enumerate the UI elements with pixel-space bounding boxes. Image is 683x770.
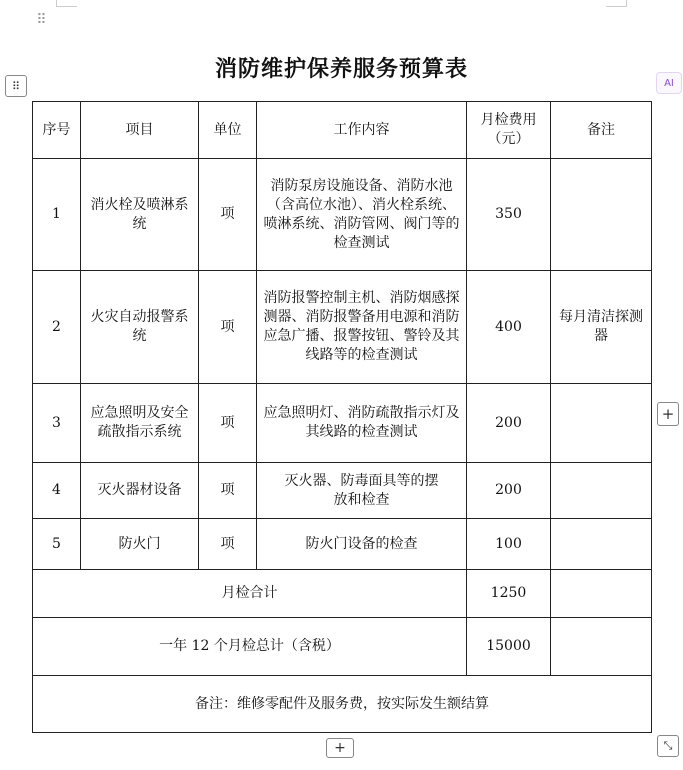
budget-table: [32, 101, 652, 733]
cell-item[interactable]: 火灾自动报警系统: [81, 271, 199, 384]
cell-no[interactable]: 3: [33, 384, 81, 463]
cell-fee[interactable]: 100: [467, 519, 551, 570]
cell-item[interactable]: 消火栓及喷淋系统: [81, 159, 199, 271]
table-handle-icon[interactable]: ⠿: [5, 75, 27, 97]
annual-total-label[interactable]: 一年 12 个月检总计（含税）: [33, 618, 467, 676]
cell-note[interactable]: 每月清洁探测器: [551, 271, 652, 384]
table-row: [33, 384, 652, 463]
cell-content[interactable]: 防火门设备的检查: [257, 519, 467, 570]
cell-item[interactable]: 灭火器材设备: [81, 463, 199, 519]
resize-icon[interactable]: ⤡: [657, 735, 679, 757]
cell-note[interactable]: [551, 159, 652, 271]
cell-fee[interactable]: 200: [467, 463, 551, 519]
footer-note-row: [33, 676, 652, 733]
add-row-button[interactable]: +: [326, 738, 354, 758]
header-note[interactable]: 备注: [551, 102, 652, 159]
cell-no[interactable]: 1: [33, 159, 81, 271]
cell-unit[interactable]: 项: [199, 384, 257, 463]
monthly-total-note[interactable]: [551, 570, 652, 618]
cell-fee[interactable]: 400: [467, 271, 551, 384]
table-row: [33, 463, 652, 519]
header-content[interactable]: 工作内容: [257, 102, 467, 159]
cell-content[interactable]: 消防泵房设施设备、消防水池（含高位水池）、消火栓系统、喷淋系统、消防管网、阀门等的检查测试: [257, 159, 467, 271]
cell-content[interactable]: 应急照明灯、消防疏散指示灯及其线路的检查测试: [257, 384, 467, 463]
footer-note[interactable]: 备注：维修零配件及服务费，按实际发生额结算: [33, 676, 652, 733]
annual-total-row: [33, 618, 652, 676]
header-fee[interactable]: 月检费用（元）: [467, 102, 551, 159]
cell-note[interactable]: [551, 519, 652, 570]
ai-assistant-button[interactable]: AI: [656, 72, 682, 94]
monthly-total-label[interactable]: 月检合计: [33, 570, 467, 618]
cell-no[interactable]: 4: [33, 463, 81, 519]
cell-fee[interactable]: 200: [467, 384, 551, 463]
cell-note[interactable]: [551, 463, 652, 519]
cell-note[interactable]: [551, 384, 652, 463]
table-header-row: [33, 102, 652, 159]
monthly-total-value[interactable]: 1250: [467, 570, 551, 618]
annual-total-note[interactable]: [551, 618, 652, 676]
cell-no[interactable]: 5: [33, 519, 81, 570]
page-edge-left: [56, 0, 77, 7]
page-title: 消防维护保养服务预算表: [214, 56, 468, 82]
cell-unit[interactable]: 项: [199, 463, 257, 519]
header-unit[interactable]: 单位: [199, 102, 257, 159]
cell-item[interactable]: 应急照明及安全疏散指示系统: [81, 384, 199, 463]
add-column-button[interactable]: +: [657, 402, 679, 426]
table-row: [33, 159, 652, 271]
table-row: [33, 271, 652, 384]
table-row: [33, 519, 652, 570]
header-item[interactable]: 项目: [81, 102, 199, 159]
page-edge-right: [606, 0, 627, 7]
monthly-total-row: [33, 570, 652, 618]
cell-unit[interactable]: 项: [199, 159, 257, 271]
annual-total-value[interactable]: 15000: [467, 618, 551, 676]
drag-handle-icon[interactable]: ⠿: [36, 12, 46, 28]
cell-unit[interactable]: 项: [199, 271, 257, 384]
cell-content[interactable]: 灭火器、防毒面具等的摆放和检查: [257, 463, 467, 519]
cell-fee[interactable]: 350: [467, 159, 551, 271]
cell-item[interactable]: 防火门: [81, 519, 199, 570]
cell-content[interactable]: 消防报警控制主机、消防烟感探测器、消防报警备用电源和消防应急广播、报警按钮、警铃及其线路等的检查测试: [257, 271, 467, 384]
cell-unit[interactable]: 项: [199, 519, 257, 570]
header-no[interactable]: 序号: [33, 102, 81, 159]
cell-no[interactable]: 2: [33, 271, 81, 384]
